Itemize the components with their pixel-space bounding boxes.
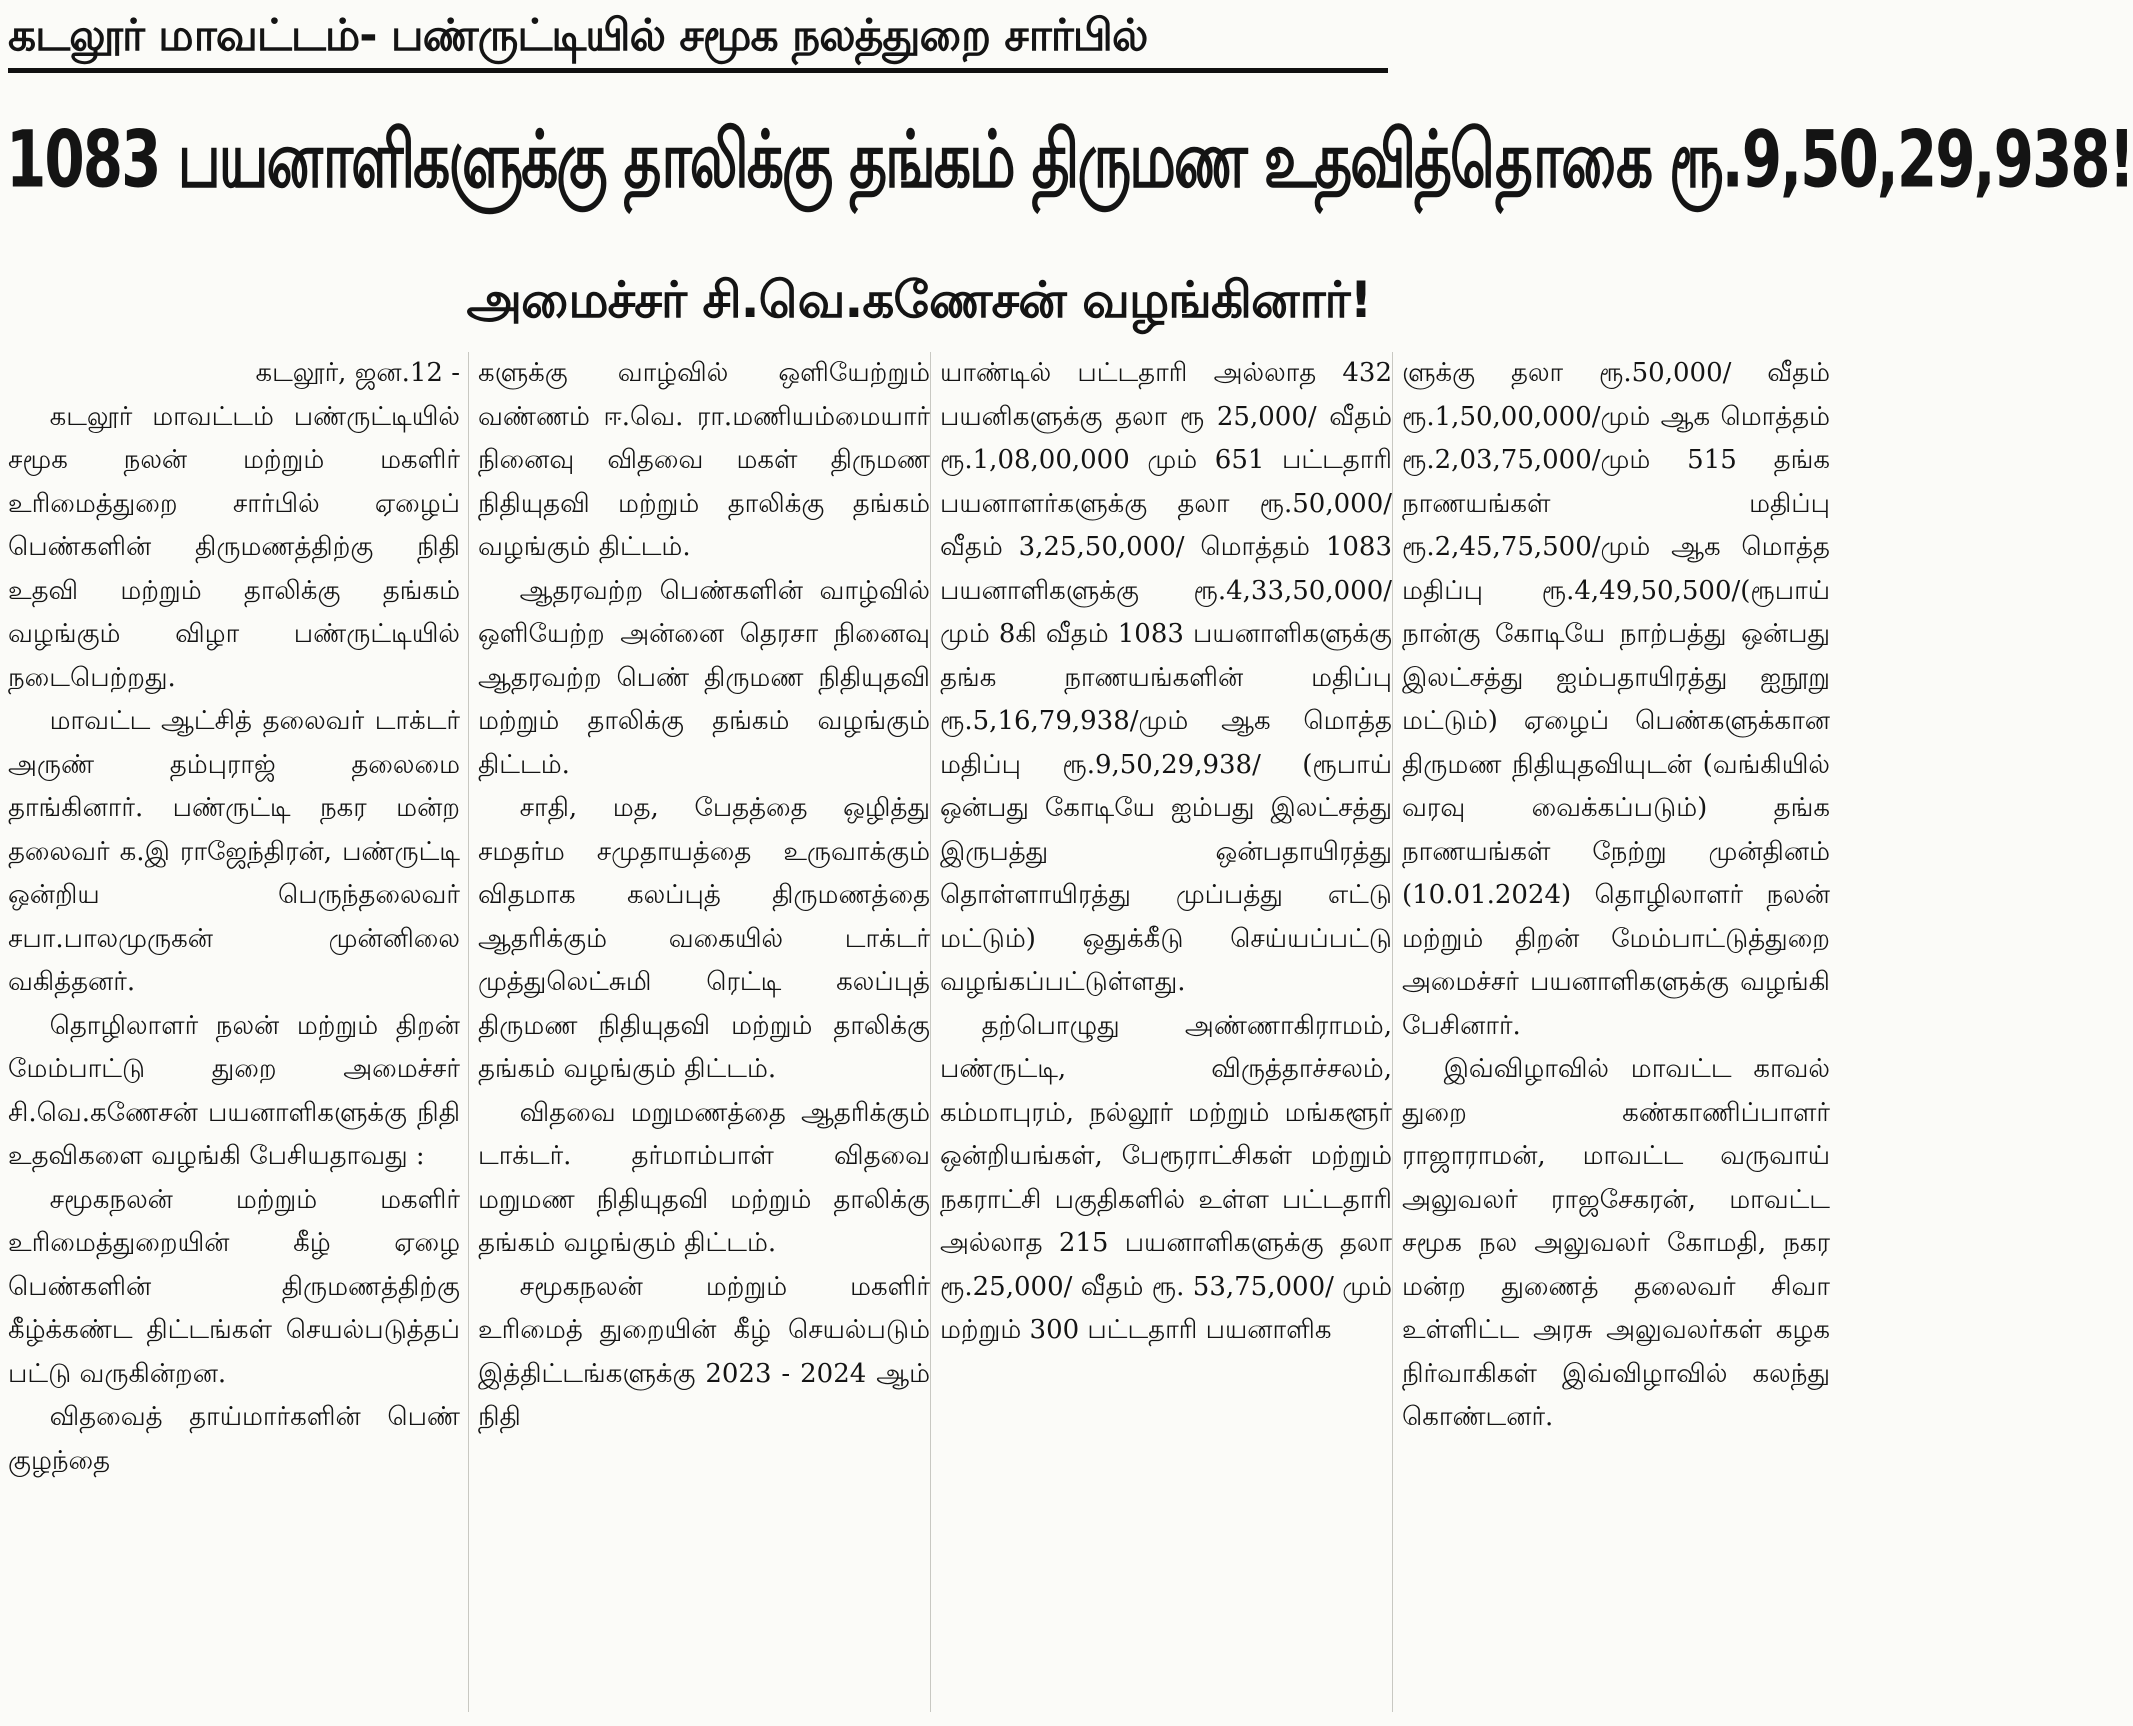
- paragraph: சமூகநலன் மற்றும் மகளிர் உரிமைத் துறையின் கீழ் செயல்படும் இத்திட்டங்களுக்கு 2023 - 2024 ஆம் நிதி: [478, 1271, 930, 1432]
- headline: 1083 பயனாளிகளுக்கு தாலிக்கு தங்கம் திருமண உதவித்தொகை ரூ.9,50,29,938!: [6, 113, 2133, 206]
- paragraph: தொழிலாளர் நலன் மற்றும் திறன் மேம்பாட்டு துறை அமைச்சர் சி.வெ.கணேசன் பயனாளிகளுக்கு நிதி உதவிகளை வழங்கி பேசியதாவது :: [8, 1010, 460, 1171]
- paragraph: சமூகநலன் மற்றும் மகளிர் உரிமைத்துறையின் கீழ் ஏழை பெண்களின் திருமணத்திற்கு கீழ்க்கண்ட திட்டங்கள் செயல்படுத்தப் பட்டு வருகின்றன.: [8, 1184, 460, 1389]
- paragraph: ஆதரவற்ற பெண்களின் வாழ்வில் ஒளியேற்ற அன்னை தெரசா நினைவு ஆதரவற்ற பெண் திருமண நிதியுதவி மற்றும் தாலிக்கு தங்கம் வழங்கும் திட்டம்.: [478, 575, 930, 780]
- article-column-2: [478, 352, 930, 1722]
- subheadline: அமைச்சர் சி.வெ.கணேசன் வழங்கினார்!: [466, 271, 1372, 329]
- kicker-line: கடலூர் மாவட்டம்- பண்ருட்டியில் சமூக நலத்துறை சார்பில்: [8, 10, 1148, 61]
- article-column-3: [940, 352, 1392, 1722]
- paragraph: இவ்விழாவில் மாவட்ட காவல் துறை கண்காணிப்பாளர் ராஜாராமன், மாவட்ட வருவாய் அலுவலர் ராஜசேகரன், மாவட்ட சமூக நல அலுவலர் கோமதி, நகர மன்ற துணைத் தலைவர் சிவா உள்ளிட்ட அரசு அலுவலர்கள் கழக நிர்வாகிகள் இவ்விழாவில் கலந்து கொண்டனர்.: [1402, 1054, 1830, 1432]
- paragraph: கடலூர் மாவட்டம் பண்ருட்டியில் சமூக நலன் மற்றும் மகளிர் உரிமைத்துறை சார்பில் ஏழைப் பெண்களின் திருமணத்திற்கு நிதி உதவி மற்றும் தாலிக்கு தங்கம் வழங்கும் விழா பண்ருட்டியில் நடைபெற்றது.: [8, 401, 460, 693]
- paragraph: விதவைத் தாய்மார்களின் பெண் குழந்தை: [8, 1402, 460, 1476]
- paragraph: ளுக்கு தலா ரூ.50,000/ வீதம் ரூ.1,50,00,000/மும் ஆக மொத்தம் ரூ.2,03,75,000/மும் 515 தங்க நாணயங்கள் மதிப்பு ரூ.2,45,75,500/மும் ஆக மொத்த மதிப்பு ரூ.4,49,50,500/(ரூபாய் நான்கு கோடியே நாற்பத்து ஒன்பது இலட்சத்து ஐம்பதாயிரத்து ஐநூறு மட்டும்) ஏழைப் பெண்களுக்கான திருமண நிதியுதவியுடன் (வங்கியில் வரவு வைக்கப்படும்) தங்க நாணயங்கள் நேற்று முன்தினம் (10.01.2024) தொழிலாளர் நலன் மற்றும் திறன் மேம்பாட்டுத்துறை அமைச்சர் பயனாளிகளுக்கு வழங்கி பேசினார்.: [1402, 358, 1830, 1041]
- article-column-1: [8, 352, 460, 1722]
- paragraph: களுக்கு வாழ்வில் ஒளியேற்றும் வண்ணம் ஈ.வெ. ரா.மணியம்மையார் நினைவு விதவை மகள் திருமண நிதியுதவி மற்றும் தாலிக்கு தங்கம் வழங்கும் திட்டம்.: [478, 358, 930, 562]
- article-body: [0, 352, 1838, 1722]
- paragraph: மாவட்ட ஆட்சித் தலைவர் டாக்டர் அருண் தம்புராஜ் தலைமை தாங்கினார். பண்ருட்டி நகர மன்ற தலைவர் க.இ ராஜேந்திரன், பண்ருட்டி ஒன்றிய பெருந்தலைவர் சபா.பாலமுருகன் முன்னிலை வகித்தனர்.: [8, 706, 460, 997]
- paragraph: சாதி, மத, பேதத்தை ஒழித்து சமதர்ம சமுதாயத்தை உருவாக்கும் விதமாக கலப்புத் திருமணத்தை ஆதரிக்கும் வகையில் டாக்டர் முத்துலெட்சுமி ரெட்டி கலப்புத் திருமண நிதியுதவி மற்றும் தாலிக்கு தங்கம் வழங்கும் திட்டம்.: [478, 793, 930, 1084]
- paragraph: யாண்டில் பட்டதாரி அல்லாத 432 பயனிகளுக்கு தலா ரூ 25,000/ வீதம் ரூ.1,08,00,000 மும் 651 பட்டதாரி பயனாளர்களுக்கு தலா ரூ.50,000/ வீதம் 3,25,50,000/ மொத்தம் 1083 பயனாளிகளுக்கு ரூ.4,33,50,000/மும் 8கி வீதம் 1083 பயனாளிகளுக்கு தங்க நாணயங்களின் மதிப்பு ரூ.5,16,79,938/மும் ஆக மொத்த மதிப்பு ரூ.9,50,29,938/ (ரூபாய் ஒன்பது கோடியே ஐம்பது இலட்சத்து இருபத்து ஒன்பதாயிரத்து தொள்ளாயிரத்து முப்பத்து எட்டு மட்டும்) ஒதுக்கீடு செய்யப்பட்டு வழங்கப்பட்டுள்ளது.: [940, 358, 1392, 997]
- dateline: கடலூர், ஜன.12 -: [255, 358, 460, 388]
- article-column-4: [1402, 352, 1830, 1722]
- paragraph: விதவை மறுமணத்தை ஆதரிக்கும் டாக்டர். தர்மாம்பாள் விதவை மறுமண நிதியுதவி மற்றும் தாலிக்கு தங்கம் வழங்கும் திட்டம்.: [478, 1097, 930, 1258]
- paragraph: தற்பொழுது அண்ணாகிராமம், பண்ருட்டி, விருத்தாச்சலம், கம்மாபுரம், நல்லூர் மற்றும் மங்களூர் ஒன்றியங்கள், பேரூராட்சிகள் மற்றும் நகராட்சி பகுதிகளில் உள்ள பட்டதாரி அல்லாத 215 பயனாளிகளுக்கு தலா ரூ.25,000/ வீதம் ரூ. 53,75,000/ மும் மற்றும் 300 பட்டதாரி பயனாளிக: [940, 1010, 1392, 1345]
